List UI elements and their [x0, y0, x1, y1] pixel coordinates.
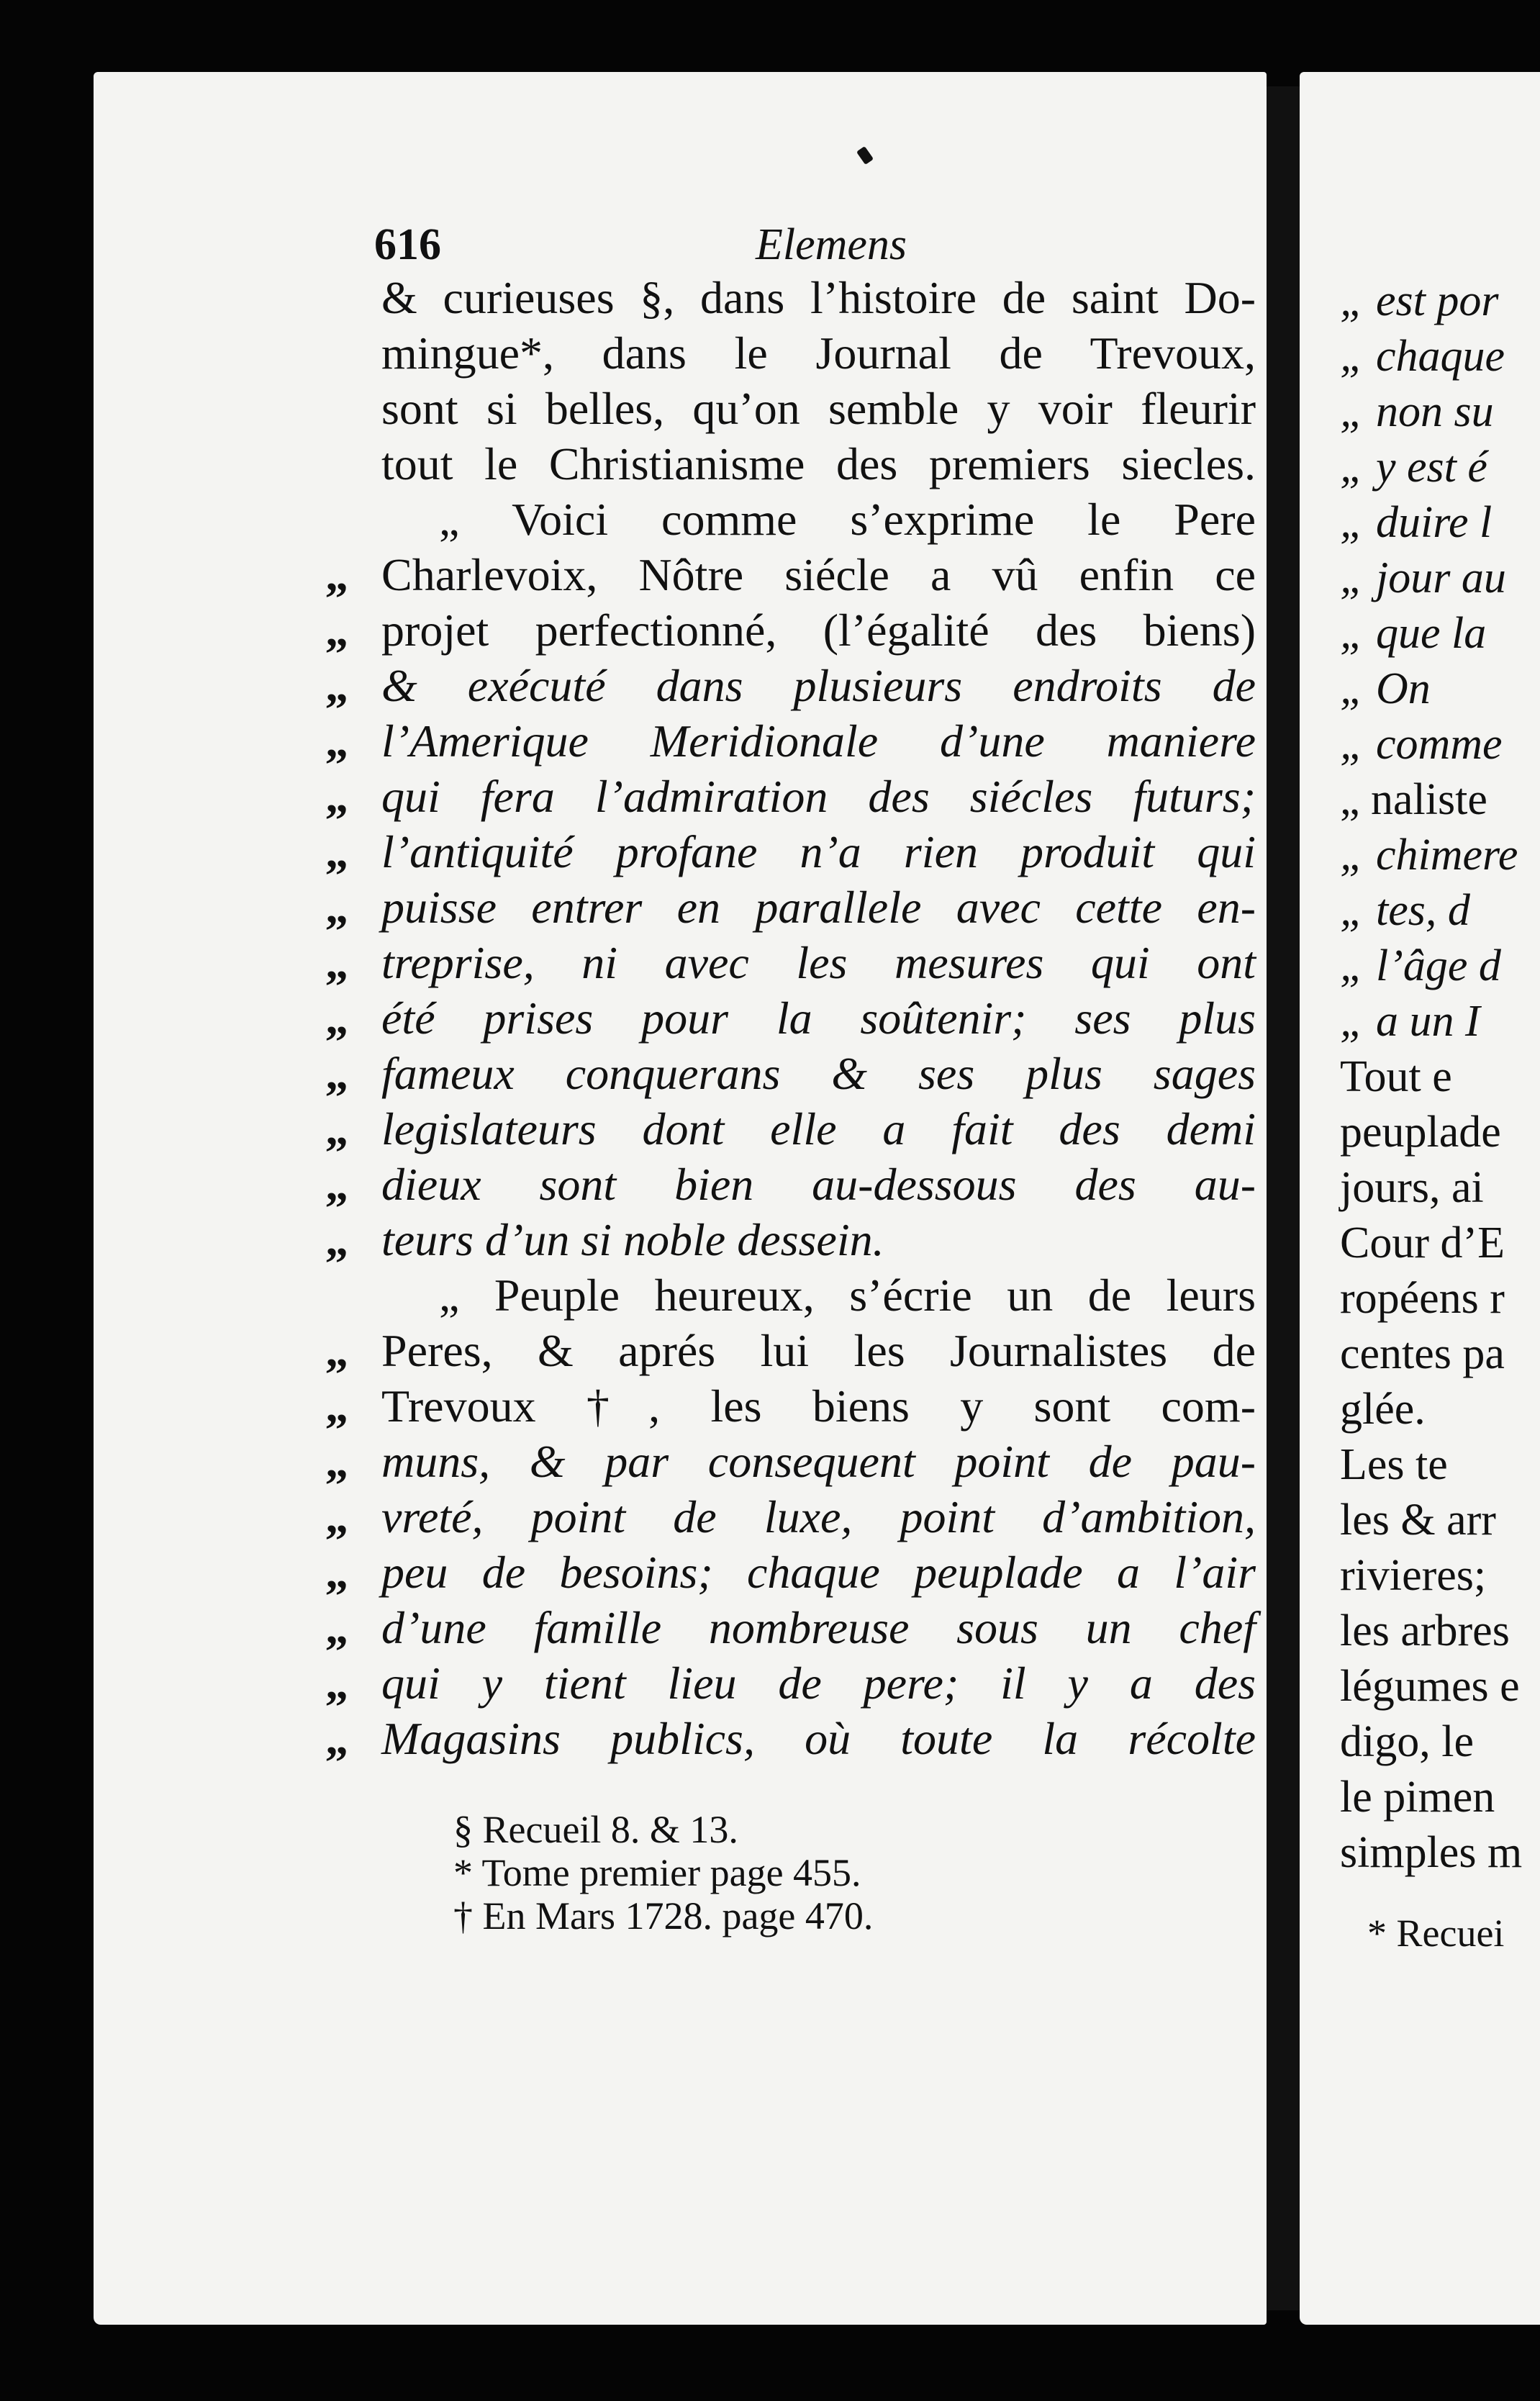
quote-mark: „ [325, 771, 348, 822]
right-text-line: rivieres; [1340, 1551, 1487, 1600]
right-text-line: Tout e [1340, 1052, 1452, 1101]
right-text-line: „ naliste [1340, 775, 1487, 824]
text-line-content: muns, & par consequent point de pau- [381, 1436, 1256, 1487]
footnote-2: * Tome premier page 455. [453, 1851, 861, 1894]
right-text-line: peuplade [1340, 1108, 1501, 1157]
text-line-content: tout le Christianisme des premiers siecles. [381, 438, 1256, 489]
text-line-content: vreté, point de luxe, point d’ambition, [381, 1491, 1256, 1542]
right-text-line: „ chaque [1340, 332, 1505, 381]
text-line [381, 270, 1256, 325]
footnote-1: § Recueil 8. & 13. [453, 1808, 738, 1851]
text-line-content: puisse entrer en parallele avec cette en- [381, 882, 1256, 933]
quote-mark: „ [325, 1602, 348, 1653]
quote-mark: „ [325, 549, 348, 600]
footnotes [453, 1808, 1101, 1937]
quote-mark: „ [325, 605, 348, 656]
right-text-line: ropéens r [1340, 1274, 1505, 1323]
quote-mark: „ [325, 1325, 348, 1376]
text-line [325, 1711, 1256, 1766]
text-line [325, 1046, 1256, 1101]
right-text-line: „ est por [1340, 276, 1499, 325]
text-line [325, 1157, 1256, 1212]
text-line-content: qui fera l’admiration des siécles futurs; [381, 771, 1256, 822]
right-text-line: digo, le [1340, 1717, 1474, 1766]
text-line-content: Charlevoix, Nôtre siécle a vû enfin ce [381, 549, 1256, 600]
text-line-content: „ Voici comme s’exprime le Pere [439, 494, 1256, 545]
quote-mark: „ [325, 660, 348, 711]
text-line [381, 1267, 1256, 1323]
quote-mark: „ [325, 1436, 348, 1487]
text-line [325, 658, 1256, 713]
text-line [381, 436, 1256, 492]
right-text-line: „ jour au [1340, 553, 1506, 602]
quote-mark: „ [325, 1103, 348, 1154]
text-line-content: qui y tient lieu de pere; il y a des [381, 1658, 1256, 1709]
text-line [325, 547, 1256, 602]
right-text-line: „ non su [1340, 387, 1494, 436]
right-text-line: „ tes, d [1340, 886, 1470, 935]
right-text-line: glée. [1340, 1385, 1426, 1434]
text-line-content: l’Amerique Meridionale d’une maniere [381, 715, 1256, 767]
running-title: Elemens [756, 220, 907, 269]
right-text-line: „ y est é [1340, 443, 1487, 492]
right-text-line: jours, ai [1340, 1163, 1484, 1212]
quote-mark: „ [325, 1547, 348, 1598]
text-line-content: dieux sont bien au-dessous des au- [381, 1159, 1256, 1210]
text-line [325, 1323, 1256, 1378]
right-text-line: légumes e [1340, 1662, 1520, 1711]
right-text-line: „ que la [1340, 609, 1487, 658]
text-line [381, 325, 1256, 381]
text-line [325, 1378, 1256, 1434]
text-line-content: Magasins publics, où toute la récolte [381, 1713, 1256, 1764]
right-text-line: les arbres [1340, 1606, 1510, 1655]
right-page-text [1340, 273, 1540, 1881]
quote-mark: „ [325, 1159, 348, 1210]
text-line [325, 824, 1256, 880]
text-line [325, 1600, 1256, 1655]
text-line-content: d’une famille nombreuse sous un chef [381, 1602, 1256, 1653]
quote-mark: „ [325, 1380, 348, 1432]
right-page-footnote: * Recuei [1367, 1912, 1505, 1955]
page-number: 616 [374, 220, 441, 269]
quote-mark: „ [325, 1491, 348, 1542]
quote-mark: „ [325, 937, 348, 988]
text-line [325, 713, 1256, 769]
text-line-content: peu de besoins; chaque peuplade a l’air [381, 1547, 1256, 1598]
right-text-line: „ On [1340, 664, 1431, 713]
text-line [381, 381, 1256, 436]
book-gutter [1267, 86, 1300, 2310]
text-line [325, 1655, 1256, 1711]
right-text-line: simples m [1340, 1828, 1523, 1877]
text-line-content: été prises pour la soûtenir; ses plus [381, 992, 1256, 1044]
quote-mark: „ [325, 715, 348, 767]
text-line-content: fameux conquerans & ses plus sages [381, 1048, 1256, 1099]
quote-mark: „ [325, 882, 348, 933]
text-line-content: treprise, ni avec les mesures qui ont [381, 937, 1256, 988]
text-line-content: l’antiquité profane n’a rien produit qui [381, 826, 1256, 877]
right-text-line: Les te [1340, 1440, 1448, 1489]
right-text-line: „ l’âge d [1340, 941, 1501, 990]
text-line-content: sont si belles, qu’on semble y voir fleurir [381, 383, 1256, 434]
quote-mark: „ [325, 1658, 348, 1709]
text-line-content: mingue*, dans le Journal de Trevoux, [381, 327, 1256, 379]
right-text-line: centes pa [1340, 1329, 1505, 1378]
text-line [325, 1489, 1256, 1545]
text-line-content: & exécuté dans plusieurs endroits de [381, 660, 1256, 711]
text-line-content: projet perfectionné, (l’égalité des biens) [381, 605, 1256, 656]
right-text-line: Cour d’E [1340, 1218, 1505, 1267]
text-line [325, 1101, 1256, 1157]
text-line-content: & curieuses §, dans l’histoire de saint Do- [381, 272, 1256, 323]
text-line [325, 990, 1256, 1046]
right-text-line: „ a un I [1340, 997, 1480, 1046]
text-line-content: Peres, & aprés lui les Journalistes de [381, 1325, 1256, 1376]
main-text-block [325, 270, 1256, 1766]
right-text-line: „ duire l [1340, 498, 1493, 547]
right-text-line: les & arr [1340, 1496, 1496, 1545]
quote-mark: „ [325, 1048, 348, 1099]
text-line [325, 935, 1256, 990]
text-line [325, 880, 1256, 935]
text-line-content: teurs d’un si noble dessein. [381, 1214, 884, 1265]
text-line-content: Trevoux †, les biens y sont com- [381, 1380, 1256, 1432]
text-line [325, 1545, 1256, 1600]
quote-mark: „ [325, 1214, 348, 1265]
right-text-line: „ comme [1340, 720, 1503, 769]
text-line-content: legislateurs dont elle a fait des demi [381, 1103, 1256, 1154]
quote-mark: „ [325, 1713, 348, 1764]
text-line [325, 1212, 1256, 1267]
right-text-line: le pimen [1340, 1773, 1495, 1822]
right-text-line: „ chimere [1340, 831, 1518, 880]
quote-mark: „ [325, 992, 348, 1044]
quote-mark: „ [325, 826, 348, 877]
footnote-3: † En Mars 1728. page 470. [453, 1894, 874, 1937]
text-line [381, 492, 1256, 547]
text-line-content: „ Peuple heureux, s’écrie un de leurs [439, 1270, 1256, 1321]
text-line [325, 1434, 1256, 1489]
text-line [325, 769, 1256, 824]
text-line [325, 602, 1256, 658]
